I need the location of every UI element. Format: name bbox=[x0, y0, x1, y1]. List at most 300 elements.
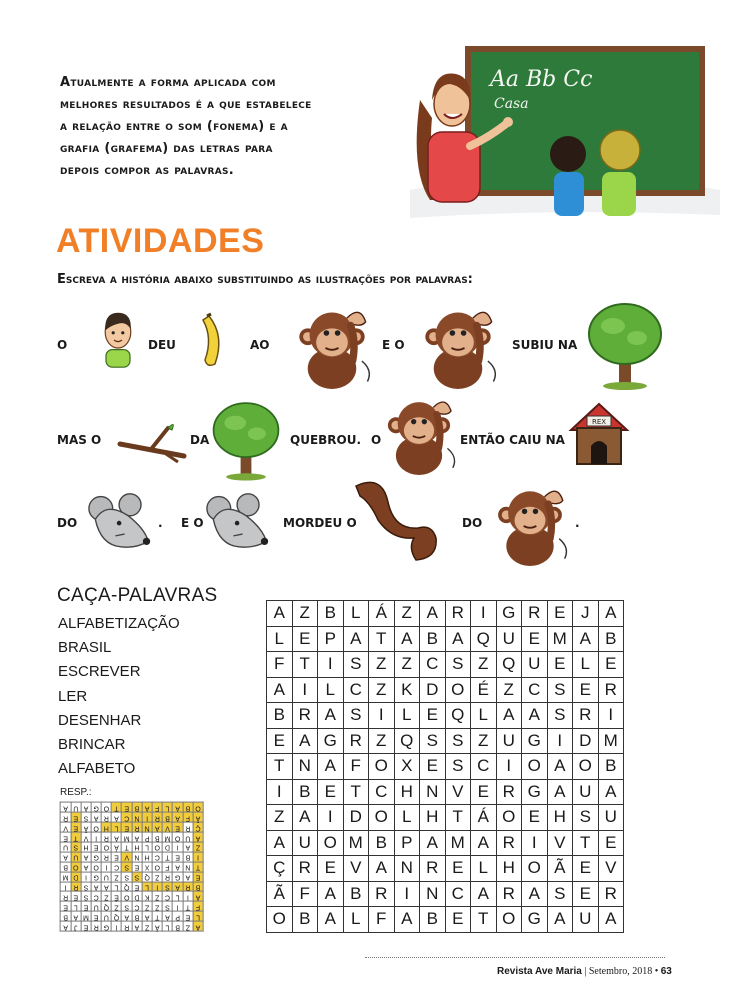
wordsearch-cell[interactable]: T bbox=[573, 830, 599, 856]
wordsearch-cell[interactable]: R bbox=[573, 703, 599, 729]
wordsearch-cell[interactable]: R bbox=[369, 881, 395, 907]
answer-key-cell: Ã bbox=[193, 812, 203, 822]
wordsearch-cell[interactable]: A bbox=[522, 703, 548, 729]
wordsearch-cell[interactable]: A bbox=[267, 601, 293, 627]
wordsearch-cell[interactable]: Z bbox=[394, 652, 420, 678]
wordsearch-cell[interactable]: Q bbox=[445, 703, 471, 729]
wordsearch-cell[interactable]: B bbox=[292, 907, 318, 933]
wordsearch-cell[interactable]: J bbox=[573, 601, 599, 627]
wordsearch-cell[interactable]: L bbox=[318, 677, 344, 703]
wordsearch-cell[interactable]: N bbox=[292, 754, 318, 780]
wordsearch-cell[interactable]: A bbox=[496, 703, 522, 729]
wordsearch-cell[interactable]: A bbox=[318, 881, 344, 907]
answer-key-cell: A bbox=[173, 803, 183, 813]
answer-key-cell: A bbox=[81, 852, 91, 862]
wordsearch-cell[interactable]: Z bbox=[369, 652, 395, 678]
wordsearch-cell[interactable]: E bbox=[267, 728, 293, 754]
wordsearch-cell[interactable]: O bbox=[573, 754, 599, 780]
wordsearch-cell[interactable]: R bbox=[420, 856, 446, 882]
answer-key-cell: A bbox=[111, 812, 121, 822]
wordsearch-cell[interactable]: O bbox=[496, 907, 522, 933]
wordsearch-cell[interactable]: A bbox=[547, 907, 573, 933]
wordsearch-cell[interactable]: R bbox=[598, 881, 624, 907]
answer-key-row bbox=[61, 901, 204, 911]
wordsearch-cell[interactable]: G bbox=[496, 601, 522, 627]
wordsearch-cell[interactable]: Z bbox=[292, 601, 318, 627]
wordsearch-cell[interactable]: A bbox=[394, 907, 420, 933]
wordsearch-cell[interactable]: S bbox=[343, 703, 369, 729]
wordsearch-row bbox=[267, 677, 624, 703]
wordsearch-cell[interactable]: B bbox=[420, 907, 446, 933]
wordsearch-cell[interactable]: I bbox=[369, 703, 395, 729]
wordsearch-cell[interactable]: Q bbox=[394, 728, 420, 754]
answer-key-cell: A bbox=[132, 832, 142, 842]
answer-key-row bbox=[61, 832, 204, 842]
wordsearch-cell[interactable]: Z bbox=[369, 677, 395, 703]
answer-key-row bbox=[61, 862, 204, 872]
wordsearch-cell[interactable]: V bbox=[343, 856, 369, 882]
answer-key-cell: Z bbox=[101, 892, 111, 902]
wordsearch-cell[interactable]: V bbox=[445, 779, 471, 805]
wordsearch-cell[interactable]: L bbox=[573, 652, 599, 678]
answer-key-cell: M bbox=[162, 832, 172, 842]
answer-key-cell: B bbox=[61, 862, 71, 872]
wordsearch-word: BRINCAR bbox=[58, 736, 126, 754]
answer-key-cell: L bbox=[111, 882, 121, 892]
wordsearch-cell[interactable]: U bbox=[292, 830, 318, 856]
wordsearch-cell[interactable]: A bbox=[522, 881, 548, 907]
answer-key-cell: E bbox=[132, 882, 142, 892]
answer-key-cell: G bbox=[101, 921, 111, 931]
wordsearch-cell[interactable]: I bbox=[267, 779, 293, 805]
wordsearch-cell[interactable]: F bbox=[369, 907, 395, 933]
wordsearch-cell[interactable]: R bbox=[496, 881, 522, 907]
answer-key-cell: Z bbox=[183, 921, 193, 931]
wordsearch-row bbox=[267, 703, 624, 729]
answer-key-cell: U bbox=[71, 852, 81, 862]
answer-key-cell: E bbox=[71, 892, 81, 902]
answer-key-cell: O bbox=[193, 803, 203, 813]
wordsearch-row bbox=[267, 754, 624, 780]
answer-key-cell: E bbox=[71, 812, 81, 822]
answer-key-cell: L bbox=[142, 842, 152, 852]
wordsearch-cell[interactable]: A bbox=[318, 754, 344, 780]
wordsearch-cell[interactable]: D bbox=[343, 805, 369, 831]
wordsearch-cell[interactable]: N bbox=[420, 881, 446, 907]
wordsearch-cell[interactable]: A bbox=[267, 830, 293, 856]
wordsearch-row bbox=[267, 779, 624, 805]
wordsearch-cell[interactable]: A bbox=[471, 830, 497, 856]
answer-key-row bbox=[61, 803, 204, 813]
wordsearch-cell[interactable]: I bbox=[318, 805, 344, 831]
wordsearch-cell[interactable]: E bbox=[522, 626, 548, 652]
answer-key-cell: A bbox=[81, 862, 91, 872]
wordsearch-cell[interactable]: L bbox=[471, 856, 497, 882]
wordsearch-cell[interactable]: A bbox=[420, 601, 446, 627]
wordsearch-cell[interactable]: U bbox=[496, 728, 522, 754]
wordsearch-cell[interactable]: C bbox=[420, 652, 446, 678]
wordsearch-cell[interactable]: E bbox=[598, 652, 624, 678]
wordsearch-cell[interactable]: O bbox=[445, 677, 471, 703]
wordsearch-cell[interactable]: M bbox=[343, 830, 369, 856]
footer-separator: | bbox=[584, 966, 589, 977]
answer-key-cell: Z bbox=[111, 872, 121, 882]
wordsearch-cell[interactable]: N bbox=[394, 856, 420, 882]
wordsearch-word: ALFABETO bbox=[58, 760, 136, 778]
wordsearch-cell[interactable]: E bbox=[420, 754, 446, 780]
wordsearch-cell[interactable]: Z bbox=[471, 728, 497, 754]
answer-key-cell: Z bbox=[111, 901, 121, 911]
wordsearch-cell[interactable]: É bbox=[471, 677, 497, 703]
wordsearch-cell[interactable]: E bbox=[318, 779, 344, 805]
wordsearch-cell[interactable]: I bbox=[471, 601, 497, 627]
answer-key-cell: E bbox=[193, 872, 203, 882]
answer-key-cell: I bbox=[142, 812, 152, 822]
wordsearch-cell[interactable]: S bbox=[420, 728, 446, 754]
answer-key-cell: O bbox=[122, 892, 132, 902]
wordsearch-cell[interactable]: A bbox=[420, 830, 446, 856]
wordsearch-cell[interactable]: P bbox=[394, 830, 420, 856]
answer-key-cell: G bbox=[91, 852, 101, 862]
wordsearch-cell[interactable]: S bbox=[547, 677, 573, 703]
answer-key-row bbox=[61, 812, 204, 822]
answer-key-cell: R bbox=[132, 822, 142, 832]
wordsearch-cell[interactable]: R bbox=[343, 728, 369, 754]
wordsearch-cell[interactable]: E bbox=[420, 703, 446, 729]
wordsearch-cell[interactable]: Z bbox=[267, 805, 293, 831]
wordsearch-cell[interactable]: B bbox=[318, 601, 344, 627]
wordsearch-cell[interactable]: T bbox=[267, 754, 293, 780]
wordsearch-cell[interactable]: D bbox=[420, 677, 446, 703]
tail-icon bbox=[352, 478, 442, 564]
answer-key-cell: I bbox=[183, 892, 193, 902]
mouse-icon bbox=[203, 492, 273, 556]
answer-key-cell: B bbox=[183, 852, 193, 862]
wordsearch-cell[interactable]: B bbox=[292, 779, 318, 805]
answer-key-cell: C bbox=[162, 892, 172, 902]
answer-key-cell: A bbox=[142, 911, 152, 921]
answer-key-cell: B bbox=[132, 803, 142, 813]
answer-key-cell: I bbox=[152, 882, 162, 892]
wordsearch-cell[interactable]: U bbox=[573, 907, 599, 933]
wordsearch-cell[interactable]: L bbox=[394, 703, 420, 729]
wordsearch-cell[interactable]: Q bbox=[471, 626, 497, 652]
wordsearch-cell[interactable]: C bbox=[522, 677, 548, 703]
wordsearch-cell[interactable]: I bbox=[318, 652, 344, 678]
story-word: AO bbox=[250, 338, 270, 352]
wordsearch-grid[interactable] bbox=[266, 600, 624, 933]
answer-key-row bbox=[61, 882, 204, 892]
wordsearch-cell[interactable]: A bbox=[267, 677, 293, 703]
wordsearch-cell[interactable]: O bbox=[496, 805, 522, 831]
wordsearch-cell[interactable]: H bbox=[420, 805, 446, 831]
wordsearch-cell[interactable]: A bbox=[292, 805, 318, 831]
answer-key-cell: E bbox=[91, 842, 101, 852]
wordsearch-cell[interactable]: R bbox=[292, 703, 318, 729]
answer-key-cell: T bbox=[162, 852, 172, 862]
wordsearch-cell[interactable]: Ã bbox=[267, 881, 293, 907]
wordsearch-cell[interactable]: V bbox=[547, 830, 573, 856]
wordsearch-word: ALFABETIZAÇÃO bbox=[58, 615, 180, 632]
wordsearch-cell[interactable]: T bbox=[471, 907, 497, 933]
answer-key-cell: N bbox=[183, 862, 193, 872]
answer-key-cell: V bbox=[61, 822, 71, 832]
board-line-2: Casa bbox=[494, 96, 529, 112]
story-word: . bbox=[158, 516, 163, 530]
answer-key-cell: Z bbox=[142, 901, 152, 911]
wordsearch-cell[interactable]: A bbox=[394, 626, 420, 652]
wordsearch-cell[interactable]: E bbox=[573, 881, 599, 907]
wordsearch-cell[interactable]: B bbox=[598, 754, 624, 780]
wordsearch-cell[interactable]: I bbox=[547, 728, 573, 754]
answer-key-cell: U bbox=[101, 911, 111, 921]
wordsearch-cell[interactable]: E bbox=[318, 856, 344, 882]
wordsearch-cell[interactable]: O bbox=[318, 830, 344, 856]
wordsearch-cell[interactable]: O bbox=[369, 754, 395, 780]
wordsearch-cell[interactable]: T bbox=[445, 805, 471, 831]
wordsearch-cell[interactable]: A bbox=[318, 703, 344, 729]
activities-title: ATIVIDADES bbox=[56, 222, 265, 260]
wordsearch-cell[interactable]: B bbox=[267, 703, 293, 729]
wordsearch-cell[interactable]: S bbox=[445, 652, 471, 678]
answer-key-cell: B bbox=[183, 803, 193, 813]
wordsearch-cell[interactable]: E bbox=[445, 856, 471, 882]
answer-key-cell: E bbox=[111, 852, 121, 862]
wordsearch-cell[interactable]: B bbox=[343, 881, 369, 907]
wordsearch-cell[interactable]: G bbox=[318, 728, 344, 754]
wordsearch-cell[interactable]: L bbox=[471, 703, 497, 729]
wordsearch-cell[interactable]: S bbox=[445, 728, 471, 754]
wordsearch-cell[interactable]: L bbox=[267, 626, 293, 652]
wordsearch-cell[interactable]: C bbox=[471, 754, 497, 780]
answer-key-cell: L bbox=[71, 901, 81, 911]
wordsearch-word: DESENHAR bbox=[58, 711, 142, 729]
wordsearch-cell[interactable]: Ç bbox=[267, 856, 293, 882]
answer-key-cell: O bbox=[91, 822, 101, 832]
tree-icon bbox=[585, 300, 665, 390]
answer-key-cell: I bbox=[81, 872, 91, 882]
wordsearch-cell[interactable]: Z bbox=[471, 652, 497, 678]
wordsearch-cell[interactable]: M bbox=[598, 728, 624, 754]
answer-key-cell: I bbox=[61, 882, 71, 892]
answer-key-cell: V bbox=[81, 832, 91, 842]
answer-key-cell: A bbox=[183, 872, 193, 882]
wordsearch-cell[interactable]: I bbox=[292, 677, 318, 703]
wordsearch-cell[interactable]: Z bbox=[496, 677, 522, 703]
wordsearch-cell[interactable]: A bbox=[471, 881, 497, 907]
wordsearch-cell[interactable]: K bbox=[394, 677, 420, 703]
wordsearch-cell[interactable]: Ã bbox=[547, 856, 573, 882]
answer-key-cell: A bbox=[162, 911, 172, 921]
answer-key-cell: O bbox=[71, 862, 81, 872]
answer-key-cell: E bbox=[122, 803, 132, 813]
answer-key-cell: S bbox=[162, 882, 172, 892]
answer-key-cell: B bbox=[193, 882, 203, 892]
wordsearch-cell[interactable]: E bbox=[547, 652, 573, 678]
wordsearch-cell[interactable]: B bbox=[598, 626, 624, 652]
wordsearch-cell[interactable]: I bbox=[394, 881, 420, 907]
wordsearch-cell[interactable]: T bbox=[343, 779, 369, 805]
wordsearch-cell[interactable]: E bbox=[292, 626, 318, 652]
answer-key-cell: Z bbox=[193, 842, 203, 852]
wordsearch-row bbox=[267, 907, 624, 933]
wordsearch-cell[interactable]: G bbox=[522, 907, 548, 933]
wordsearch-cell[interactable]: I bbox=[598, 703, 624, 729]
wordsearch-cell[interactable]: O bbox=[522, 856, 548, 882]
wordsearch-cell[interactable]: Á bbox=[471, 805, 497, 831]
wordsearch-cell[interactable]: H bbox=[496, 856, 522, 882]
wordsearch-cell[interactable]: E bbox=[522, 805, 548, 831]
wordsearch-cell[interactable]: V bbox=[598, 856, 624, 882]
wordsearch-cell[interactable]: G bbox=[522, 728, 548, 754]
answer-key-cell: S bbox=[132, 872, 142, 882]
wordsearch-cell[interactable]: D bbox=[573, 728, 599, 754]
mouse-icon bbox=[85, 492, 155, 556]
answer-key-cell: E bbox=[81, 921, 91, 931]
wordsearch-cell[interactable]: R bbox=[496, 830, 522, 856]
wordsearch-cell[interactable]: C bbox=[445, 881, 471, 907]
wordsearch-cell[interactable]: O bbox=[267, 907, 293, 933]
monkey-icon bbox=[492, 484, 568, 566]
wordsearch-cell[interactable]: B bbox=[369, 830, 395, 856]
wordsearch-cell[interactable]: I bbox=[496, 754, 522, 780]
wordsearch-cell[interactable]: R bbox=[522, 601, 548, 627]
wordsearch-cell[interactable]: F bbox=[343, 754, 369, 780]
answer-key-cell: C bbox=[91, 892, 101, 902]
wordsearch-cell[interactable]: P bbox=[318, 626, 344, 652]
wordsearch-cell[interactable]: Z bbox=[369, 728, 395, 754]
answer-key-cell: F bbox=[162, 862, 172, 872]
answer-key-cell: Q bbox=[122, 882, 132, 892]
wordsearch-cell[interactable]: E bbox=[445, 907, 471, 933]
answer-key-cell: P bbox=[173, 911, 183, 921]
answer-key-cell: R bbox=[183, 882, 193, 892]
story-word: E O bbox=[181, 516, 204, 530]
answer-key-cell: H bbox=[81, 842, 91, 852]
wordsearch-word: LER bbox=[58, 687, 88, 705]
story-word: SUBIU NA bbox=[512, 338, 578, 352]
story-word: DO bbox=[57, 516, 78, 530]
wordsearch-cell[interactable]: L bbox=[343, 907, 369, 933]
wordsearch-cell[interactable]: U bbox=[522, 652, 548, 678]
wordsearch-cell[interactable]: S bbox=[343, 652, 369, 678]
wordsearch-cell[interactable]: S bbox=[547, 703, 573, 729]
wordsearch-cell[interactable]: R bbox=[496, 779, 522, 805]
wordsearch-cell[interactable]: U bbox=[496, 626, 522, 652]
wordsearch-cell[interactable]: X bbox=[394, 754, 420, 780]
answer-key-cell: E bbox=[61, 832, 71, 842]
wordsearch-cell[interactable]: H bbox=[547, 805, 573, 831]
wordsearch-cell[interactable]: H bbox=[394, 779, 420, 805]
wordsearch-cell[interactable]: R bbox=[445, 601, 471, 627]
doghouse-icon bbox=[565, 400, 633, 468]
answer-key-cell: A bbox=[122, 911, 132, 921]
wordsearch-cell[interactable]: Z bbox=[394, 601, 420, 627]
answer-key-cell: R bbox=[61, 812, 71, 822]
wordsearch-cell[interactable]: C bbox=[343, 677, 369, 703]
wordsearch-cell[interactable]: A bbox=[343, 626, 369, 652]
wordsearch-cell[interactable]: S bbox=[547, 881, 573, 907]
wordsearch-cell[interactable]: A bbox=[445, 626, 471, 652]
wordsearch-cell[interactable]: C bbox=[369, 779, 395, 805]
wordsearch-cell[interactable]: M bbox=[547, 626, 573, 652]
wordsearch-cell[interactable]: Q bbox=[496, 652, 522, 678]
answer-key-cell: U bbox=[61, 842, 71, 852]
wordsearch-cell[interactable]: L bbox=[394, 805, 420, 831]
wordsearch-cell[interactable]: M bbox=[445, 830, 471, 856]
wordsearch-cell[interactable]: E bbox=[573, 856, 599, 882]
answer-key-cell: F bbox=[152, 803, 162, 813]
wordsearch-cell[interactable]: F bbox=[267, 652, 293, 678]
wordsearch-cell[interactable]: G bbox=[522, 779, 548, 805]
wordsearch-cell[interactable]: F bbox=[292, 881, 318, 907]
story-word: O bbox=[57, 338, 68, 352]
wordsearch-cell[interactable]: T bbox=[292, 652, 318, 678]
wordsearch-cell[interactable]: T bbox=[369, 626, 395, 652]
answer-key-cell: R bbox=[152, 812, 162, 822]
wordsearch-cell[interactable]: E bbox=[547, 601, 573, 627]
wordsearch-cell[interactable]: O bbox=[522, 754, 548, 780]
answer-key-cell: Ã bbox=[81, 822, 91, 832]
wordsearch-cell[interactable]: I bbox=[522, 830, 548, 856]
answer-key-cell: L bbox=[142, 882, 152, 892]
answer-key-cell: E bbox=[173, 822, 183, 832]
wordsearch-title: CAÇA-PALAVRAS bbox=[57, 585, 218, 606]
wordsearch-cell[interactable]: A bbox=[598, 601, 624, 627]
answer-key-cell: E bbox=[173, 852, 183, 862]
wordsearch-cell[interactable]: Á bbox=[369, 601, 395, 627]
wordsearch-cell[interactable]: A bbox=[598, 779, 624, 805]
answer-key-cell: U bbox=[183, 832, 193, 842]
wordsearch-row bbox=[267, 830, 624, 856]
intro-paragraph bbox=[60, 72, 390, 182]
answer-key-cell: M bbox=[61, 872, 71, 882]
wordsearch-cell[interactable]: B bbox=[420, 626, 446, 652]
wordsearch-cell[interactable]: A bbox=[573, 626, 599, 652]
wordsearch-cell[interactable]: S bbox=[573, 805, 599, 831]
answer-key-row bbox=[61, 911, 204, 921]
answer-key-cell: I bbox=[173, 842, 183, 852]
story-word: O bbox=[371, 433, 382, 447]
wordsearch-cell[interactable]: L bbox=[343, 601, 369, 627]
answer-key-cell: U bbox=[91, 901, 101, 911]
answer-key-cell: E bbox=[71, 822, 81, 832]
wordsearch-cell[interactable]: U bbox=[573, 779, 599, 805]
wordsearch-cell[interactable]: S bbox=[445, 754, 471, 780]
wordsearch-cell[interactable]: R bbox=[292, 856, 318, 882]
wordsearch-cell[interactable]: A bbox=[369, 856, 395, 882]
board-line-1: Aa Bb Cc bbox=[490, 67, 593, 92]
footer-divider bbox=[365, 957, 665, 958]
answer-key-cell: F bbox=[193, 901, 203, 911]
wordsearch-cell[interactable]: A bbox=[292, 728, 318, 754]
wordsearch-cell[interactable]: E bbox=[598, 830, 624, 856]
wordsearch-cell[interactable]: A bbox=[318, 907, 344, 933]
answer-key-cell: V bbox=[162, 822, 172, 832]
answer-key-cell: E bbox=[91, 911, 101, 921]
wordsearch-cell[interactable]: E bbox=[573, 677, 599, 703]
wordsearch-cell[interactable]: E bbox=[471, 779, 497, 805]
wordsearch-cell[interactable]: R bbox=[598, 677, 624, 703]
wordsearch-cell[interactable]: U bbox=[598, 805, 624, 831]
wordsearch-cell[interactable]: A bbox=[547, 779, 573, 805]
wordsearch-cell[interactable]: N bbox=[420, 779, 446, 805]
wordsearch-cell[interactable]: O bbox=[369, 805, 395, 831]
wordsearch-cell[interactable]: A bbox=[547, 754, 573, 780]
answer-key-cell: O bbox=[152, 842, 162, 852]
answer-key-cell: L bbox=[193, 911, 203, 921]
wordsearch-cell[interactable]: A bbox=[598, 907, 624, 933]
